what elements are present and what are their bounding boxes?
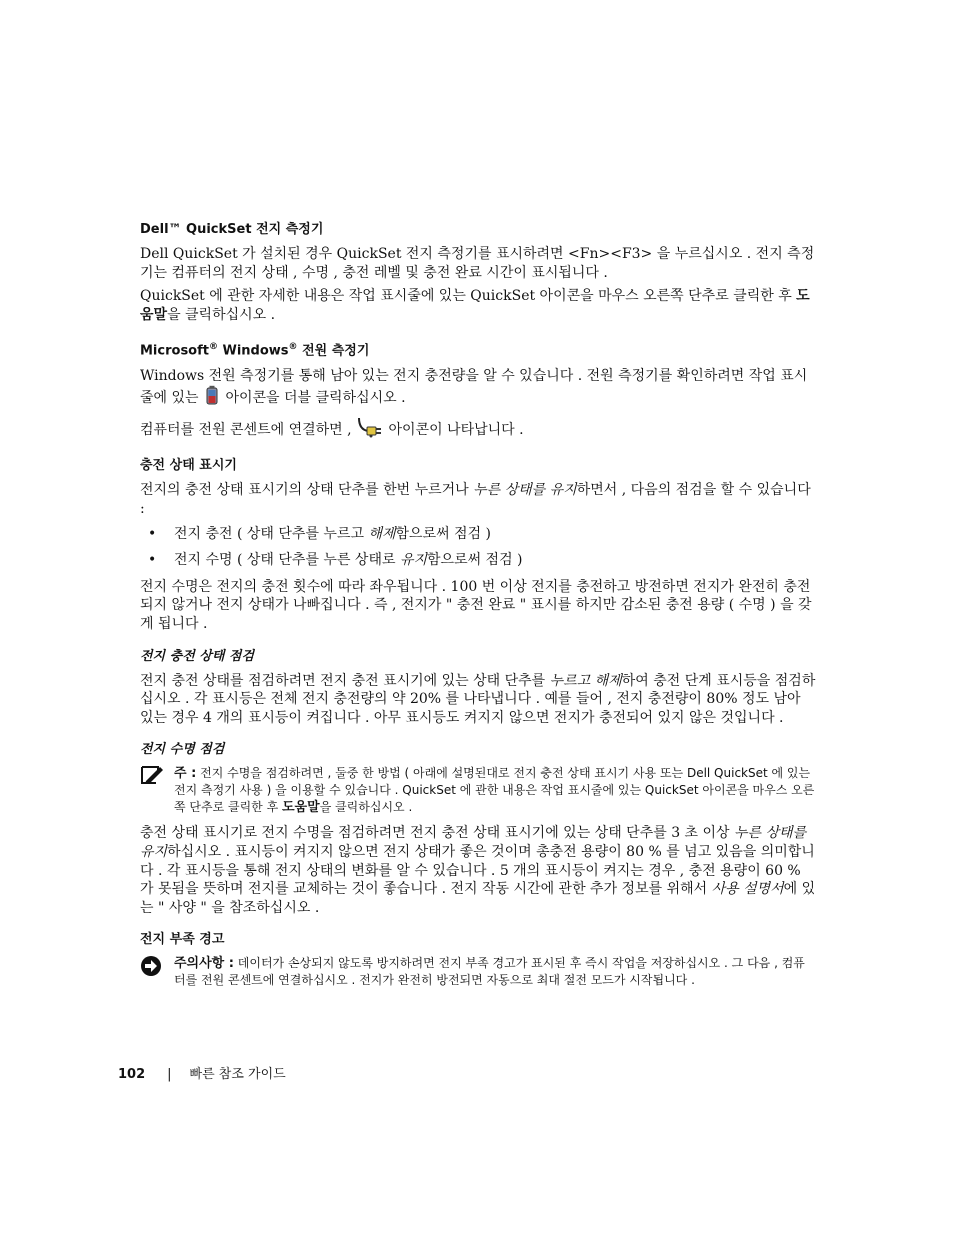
paragraph: 컴퓨터를 전원 콘센트에 연결하면 , 아이콘이 나타납니다 . xyxy=(140,416,816,444)
pencil-note-icon xyxy=(140,765,174,816)
paragraph: Windows 전원 측정기를 통해 남아 있는 전지 충전량을 알 수 있습니다 . 전원 측정기를 확인하려면 작업 표시줄에 있는 아이콘을 더블 클릭하십시오 . xyxy=(140,367,816,411)
list-item: • 전지 수명 ( 상태 단추를 누른 상태로 유지함으로써 점검 ) xyxy=(148,552,523,569)
section-quickset-battery-meter xyxy=(140,221,816,324)
battery-meter-icon xyxy=(203,385,221,411)
section-check-health xyxy=(140,741,816,917)
paragraph: Dell QuickSet 가 설치된 경우 QuickSet 전지 측정기를 표시하려면 <Fn><F3> 을 누르십시오 . 전지 측정기는 컴퓨터의 전지 상태 , 수명 , 충전 레벨 및 충전 완료 시간이 표시됩니다 . xyxy=(140,246,815,281)
footer-title: 빠른 참조 가이드 xyxy=(189,1067,286,1082)
section-low-battery xyxy=(140,931,816,989)
paragraph: 충전 상태 표시기로 전지 수명을 점검하려면 전지 충전 상태 표시기에 있는 상태 단추를 3 초 이상 누른 상태를 유지하십시오 . 표시등이 켜지지 않으면 전지 상태가 좋은 것이며 총충전 용량이 80 % 를 넘고 있음을 의미합니다 . 각 표시등을 통해 전지 상태의 변화를 알 수 있습니다 . 5 개의 표시등이 켜지는 경우 , 충전 용량이 60 % 가 못됨을 뜻하며 전지를 교체하는 것이 좋습니다 . 전지 작동 시간에 관한 추가 정보를 위해서 사용 설명서에 있는 " 사양 " 을 참조하십시오 . xyxy=(140,825,816,916)
list-item: • 전지 충전 ( 상태 단추를 누르고 해제함으로써 점검 ) xyxy=(148,525,492,542)
page-footer xyxy=(118,1063,286,1082)
page-content xyxy=(140,221,816,997)
footer-divider: | xyxy=(167,1067,172,1082)
section-charge-gauge xyxy=(140,457,816,633)
help-term: 도움말 xyxy=(140,288,810,323)
paragraph: 전지 수명은 전지의 충전 횟수에 따라 좌우됩니다 . 100 번 이상 전지를 충전하고 방전하면 전지가 완전히 충전되지 않거나 전지 상태가 나빠집니다 . 즉 , 전지가 " 충전 완료 " 표시를 하지만 감소된 충전 용량 ( 수명 ) 을 갖게 됩니다 . xyxy=(140,578,812,633)
notice-box: 주의사항 : 데이터가 손상되지 않도록 방지하려면 전지 부족 경고가 표시된 후 즉시 작업을 저장하십시오 . 그 다음 , 컴퓨터를 전원 콘센트에 연결하십시오 . 전지가 완전히 방전되면 자동으로 최대 절전 모드가 시작됩니다 . xyxy=(140,955,816,989)
bullet-icon: • xyxy=(148,525,157,542)
ac-power-plug-icon xyxy=(356,416,384,444)
section-heading: Dell™ QuickSet 전지 측정기 xyxy=(140,222,324,237)
section-heading: 전지 부족 경고 xyxy=(140,932,225,948)
paragraph: QuickSet 에 관한 자세한 내용은 작업 표시줄에 있는 QuickSet 아이콘을 마우스 오른쪽 단추로 클릭한 후 도움말을 클릭하십시오 . xyxy=(140,288,810,323)
section-heading: Microsoft® Windows® 전원 측정기 xyxy=(140,342,370,359)
section-windows-power-meter xyxy=(140,338,816,443)
bullet-icon: • xyxy=(148,552,157,569)
paragraph: 전지의 충전 상태 표시기의 상태 단추를 한번 누르거나 누른 상태를 유지하면서 , 다음의 점검을 할 수 있습니다 : xyxy=(140,482,811,518)
section-check-charge xyxy=(140,648,816,728)
arrow-circle-icon xyxy=(140,955,174,989)
page-number: 102 xyxy=(118,1067,146,1082)
subsection-heading: 전지 충전 상태 점검 xyxy=(140,648,255,664)
note-box: 주 : 전지 수명을 점검하려면 , 둘중 한 방법 ( 아래에 설명된대로 전지 충전 상태 표시기 사용 또는 Dell QuickSet 에 있는 전지 측정기 사용 ) 을 이용할 수 있습니다 . QuickSet 에 관한 내용은 작업 표시줄에 있는 QuickSet 아이콘을 마우스 오른쪽 단추로 클릭한 후 도움말을 클릭하십시오 . xyxy=(140,765,816,816)
paragraph: 전지 충전 상태를 점검하려면 전지 충전 표시기에 있는 상태 단추를 누르고 해제하여 충전 단계 표시등을 점검하십시오 . 각 표시등은 전체 전지 충전량의 약 20% 를 나타냅니다 . 예를 들어 , 전지 충전량이 80% 정도 남아 있는 경우 4 개의 표시등이 켜집니다 . 아무 표시등도 켜지지 않으면 전지가 충전되어 있지 않은 것입니다 . xyxy=(140,672,816,726)
section-heading: 충전 상태 표시기 xyxy=(140,458,237,474)
subsection-heading: 전지 수명 점검 xyxy=(140,742,225,758)
